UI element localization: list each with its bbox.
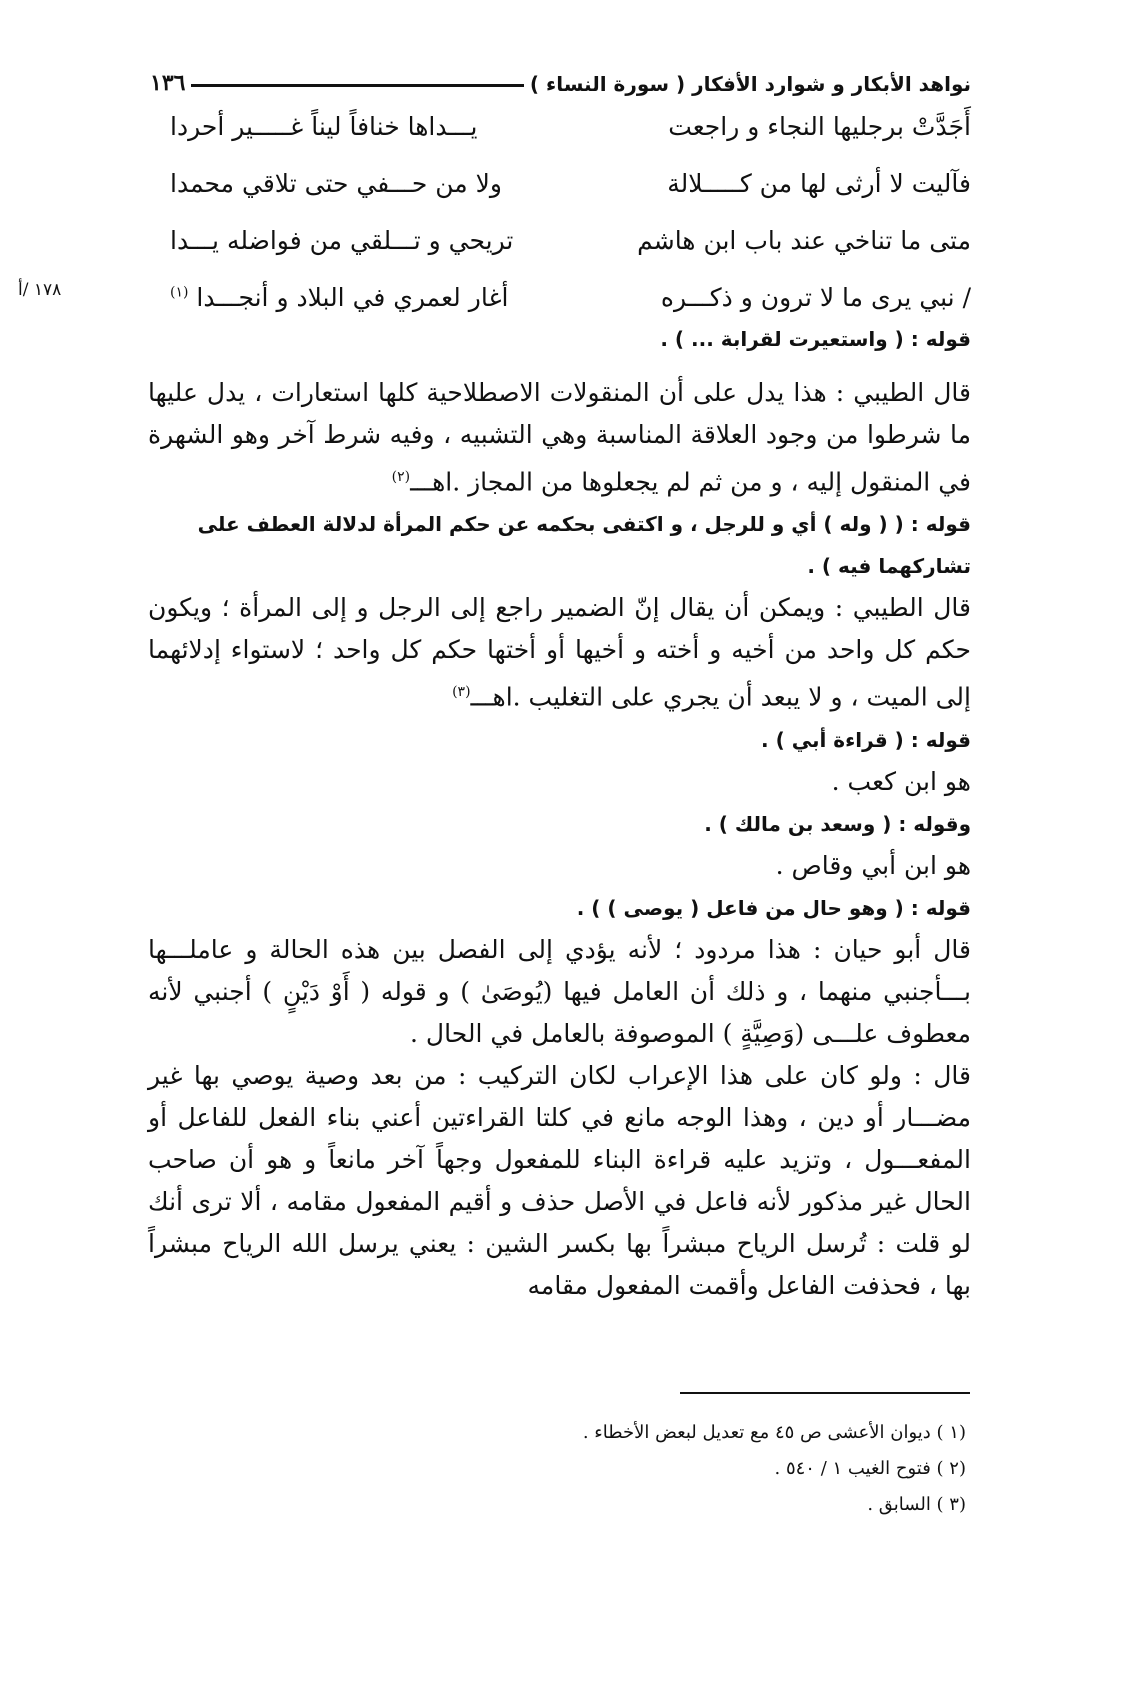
paragraph <box>148 372 971 503</box>
verse-second-hemistich: تريحي و تـــلقي من فواضله يـــدا <box>170 226 514 255</box>
running-header <box>150 56 971 96</box>
verse-line <box>170 98 971 155</box>
manuscript-folio-ref: ١٧٨ /أ <box>18 280 62 300</box>
section-heading: قوله : ( وهو حال من فاعل ( يوصى ) ) . <box>576 895 971 920</box>
verse-first-hemistich: / نبي يرى ما لا ترون و ذكـــره <box>660 283 971 312</box>
footnote-marker: (٢) <box>391 469 411 485</box>
section-heading: وقوله : ( وسعد بن مالك ) . <box>704 811 971 836</box>
paragraph-text: قال الطيبي : هذا يدل على أن المنقولات الاصطلاحية كلها استعارات ، يدل عليها ما شرطوا من وجود العلاقة المناسبة وهي التشبيه ، وفيه شرط آخر وهو الشهرة في المنقول إليه ، و من ثم لم يجعلوها من المجاز .اهـــ <box>148 378 971 497</box>
paragraph: هو ابن كعب . <box>831 766 971 796</box>
footnote-marker: (١) <box>170 284 189 301</box>
footnote: (١ ) ديوان الأعشى ص ٤٥ مع تعديل لبعض الأخطاء . <box>582 1422 966 1443</box>
footnote-marker: (٣) <box>452 684 471 701</box>
footnote: (٢ ) فتوح الغيب ١ / ٥٤٠ . <box>774 1458 966 1479</box>
running-title: نواهد الأبكار و شوارد الأفكار ( سورة النساء ) <box>529 72 971 96</box>
paragraph-text: قال الطيبي : ويمكن أن يقال إنّ الضمير راجع إلى الرجل و إلى المرأة ؛ ويكون حكم كل واحد من أخيه و أخته و أخيها أو أختها حكم كل واحد ؛ لاستواء إدلائهما إلى الميت ، و لا يبعد أن يجري على التغليب .اهـــ <box>148 593 971 712</box>
section-heading: قوله : ( ( وله ) أي و للرجل ، و اكتفى بحكمه عن حكم المرأة لدلالة العطف على تشاركهما فيه ) . <box>197 512 971 579</box>
poem-verses <box>170 98 971 326</box>
verse-second-hemistich: ولا من حـــفي حتى تلاقي محمدا <box>170 169 502 198</box>
header-rule <box>191 84 523 87</box>
verse-second-hemistich: يـــداها خنافاً ليناً غـــــير أحردا <box>170 112 478 141</box>
verse-second-hemistich <box>170 283 508 312</box>
paragraph: قال أبو حيان : هذا مردود ؛ لأنه يؤدي إلى الفصل بين هذه الحالة و عاملـــها بـــأجنبي منهما ، و ذلك أن العامل فيها (يُوصَىٰ ) و قوله ( أَوْ دَيْنٍ ) أجنبي لأنه معطوف علـــى (وَصِيَّةٍ ) الموصوفة بالعامل في الحال . <box>148 934 971 1048</box>
commentary-body <box>148 318 971 1307</box>
verse-first-hemistich: متى ما تناخي عند باب ابن هاشم <box>637 226 971 255</box>
paragraph <box>148 587 971 718</box>
verse-text: أغار لعمري في البلاد و أنجـــدا <box>196 283 509 312</box>
paragraph: هو ابن أبي وقاص . <box>775 850 971 880</box>
section-heading: قوله : ( قراءة أبي ) . <box>761 727 971 752</box>
paragraph: قال : ولو كان على هذا الإعراب لكان التركيب : من بعد وصية يوصي بها غير مضـــار أو دين ، وهذا الوجه مانع في كلتا القراءتين أعني بناء الفعل للفاعل أو المفعـــول ، وتزيد عليه قراءة البناء للمفعول وجهاً آخر مانعاً و هو أن صاحب الحال غير مذكور لأنه فاعل في الأصل حذف و أقيم المفعول مقامه ، ألا ترى أنك لو قلت : تُرسل الرياح مبشراً بها بكسر الشين : يعني يرسل الله الرياح مبشراً بها ، فحذفت الفاعل وأقمت المفعول مقامه <box>148 1060 971 1300</box>
footnote: (٣ ) السابق . <box>867 1494 966 1515</box>
footnote-separator <box>680 1392 970 1394</box>
page-number: ١٣٦ <box>150 70 186 96</box>
verse-first-hemistich: فآليت لا أرثى لها من كـــــلالة <box>667 169 971 198</box>
verse-line <box>170 155 971 212</box>
verse-first-hemistich: أَجَدَّتْ برجليها النجاء و راجعت <box>668 112 971 141</box>
verse-line <box>170 212 971 269</box>
section-heading: قوله : ( واستعيرت لقرابة ... ) . <box>660 327 971 351</box>
footnotes <box>150 1415 966 1523</box>
